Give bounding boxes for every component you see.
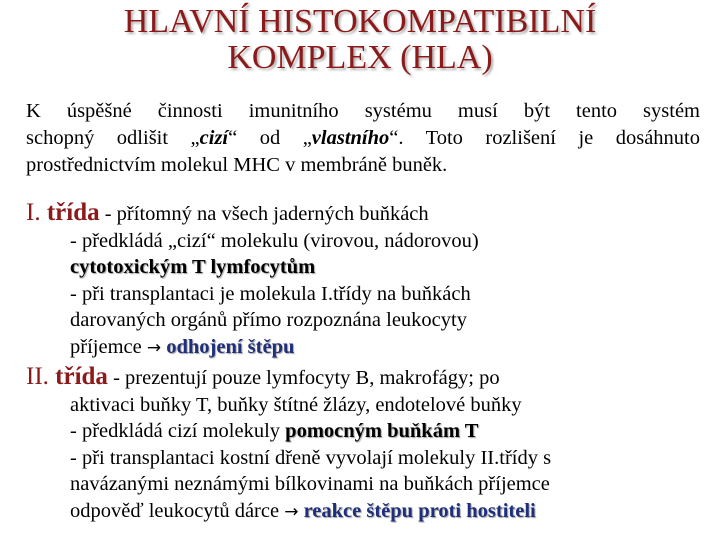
- class-2-header: [26, 364, 716, 392]
- class-2-line-3: - při transplantaci kostní dřeně vyvolají molekuly II.třídy s: [70, 446, 552, 469]
- slide-title: [0, 4, 720, 76]
- class-2-label: [26, 363, 108, 390]
- class-1-line-2: cytotoxickým T lymfocytům: [70, 256, 316, 278]
- class-2-line-1: aktivaci buňky T, buňky štítné žlázy, endotelové buňky: [70, 393, 522, 416]
- right-arrow-icon: →: [146, 337, 162, 358]
- intro-text: “. Toto rozlišení je dosáhnuto: [389, 127, 700, 149]
- class-1-word: třída: [46, 199, 100, 226]
- class-1-line-1: - předkládá „cizí“ molekulu (virovou, nádorovou): [70, 229, 479, 252]
- intro-line-3: prostřednictvím molekul MHC v membráně buněk.: [26, 154, 448, 176]
- intro-line-1: K úspěšné činnosti imunitního systému musí být tento systém: [26, 100, 700, 122]
- class-1-rejection: odhojení štěpu: [166, 335, 295, 358]
- class-2-section: [26, 364, 716, 525]
- class-1-line-4: darovaných orgánů přímo rozpoznána leukocyty: [70, 309, 467, 331]
- class-2-roman: II.: [26, 363, 56, 390]
- class-1-header-text: - přítomný na všech jaderných buňkách: [99, 203, 429, 225]
- class-1-section: [26, 200, 716, 361]
- class-1-label: [26, 199, 100, 226]
- intro-paragraph: [26, 98, 700, 179]
- title-line-1: HLAVNÍ HISTOKOMPATIBILNÍ: [123, 3, 597, 40]
- class-1-text: příjemce: [70, 335, 147, 358]
- intro-line-2: [26, 125, 700, 152]
- class-2-gvhd: reakce štěpu proti hostiteli: [303, 499, 536, 522]
- class-2-helper-cells: pomocným buňkám T: [285, 420, 479, 442]
- class-2-text: - předkládá cizí molekuly: [70, 420, 286, 442]
- class-1-roman: I.: [26, 199, 47, 226]
- class-2-text: odpověď leukocytů dárce: [70, 499, 285, 522]
- class-2-line-4: navázanými neznámými bílkovinami na buňkách příjemce: [70, 473, 550, 495]
- class-1-line-3: - při transplantaci je molekula I.třídy na buňkách: [70, 282, 471, 305]
- intro-text: schopný odlišit „: [26, 127, 200, 149]
- class-2-word: třída: [55, 363, 108, 390]
- intro-text: “ od „: [228, 127, 312, 149]
- class-1-line-5: [26, 334, 716, 362]
- intro-emphasis-own: vlastního: [311, 127, 390, 149]
- class-2-line-5: [26, 498, 716, 526]
- class-2-header-text: - prezentují pouze lymfocyty B, makrofágy; po: [107, 367, 500, 389]
- title-line-2: KOMPLEX (HLA): [227, 39, 493, 76]
- class-2-line-2: [26, 418, 716, 445]
- right-arrow-icon: →: [284, 501, 299, 522]
- class-1-header: [26, 200, 716, 228]
- intro-emphasis-foreign: cizí: [199, 127, 229, 149]
